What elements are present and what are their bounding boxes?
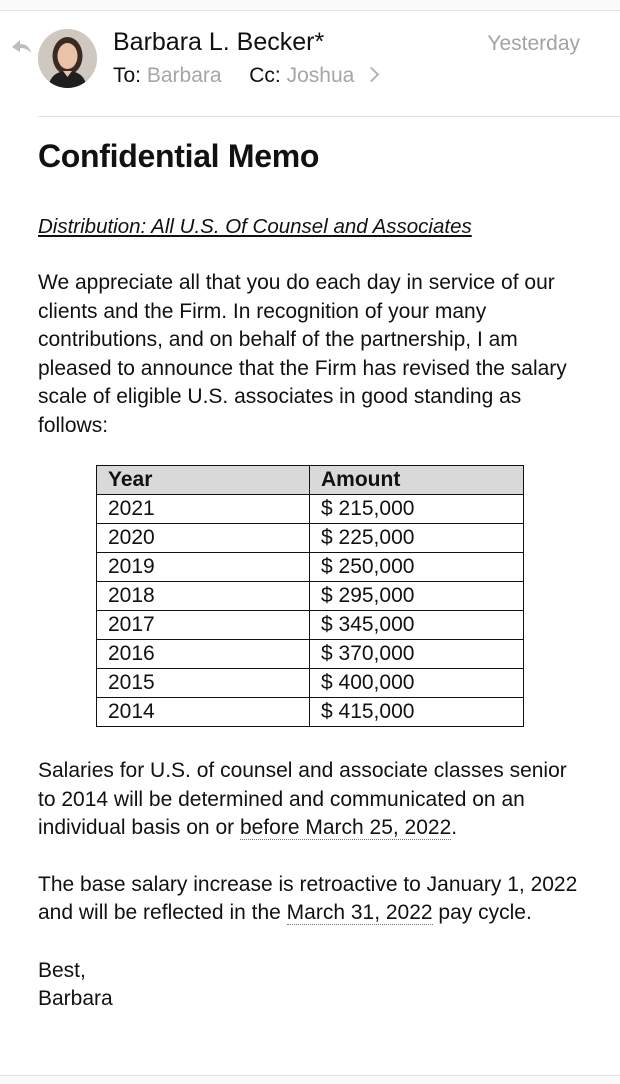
amount-cell: $ 400,000: [310, 669, 524, 698]
table-header-row: [97, 466, 524, 495]
intro-paragraph: We appreciate all that you do each day in service of our clients and the Firm. In recognition of your many contributions, and on behalf of the partnership, I am pleased to announce that the Firm has revised the salary scale of eligible U.S. associates in good standing as follows:: [38, 271, 567, 437]
amount-cell: $ 250,000: [310, 553, 524, 582]
message-date: Yesterday: [487, 32, 580, 55]
cc-recipient[interactable]: Joshua: [286, 64, 355, 87]
senior-classes-paragraph: [38, 757, 578, 843]
paragraph-text: Salaries for U.S. of counsel and associate classes senior to 2014 will be determined and communicated on an individual basis on or: [38, 759, 567, 839]
table-row: [97, 669, 524, 698]
paragraph-text: .: [451, 816, 458, 839]
column-header-amount: Amount: [310, 466, 524, 495]
table-row: [97, 524, 524, 553]
year-cell: 2018: [97, 582, 310, 611]
amount-cell: $ 370,000: [310, 640, 524, 669]
recipients-line[interactable]: [113, 64, 377, 88]
year-cell: 2019: [97, 553, 310, 582]
distribution-line: Distribution: All U.S. Of Counsel and Associates: [38, 215, 472, 238]
salary-table-container: [96, 465, 578, 727]
table-row: [97, 495, 524, 524]
reply-arrow-icon[interactable]: [8, 36, 34, 56]
paragraph-text: The base salary increase is retroactive to January 1, 2022 and will be reflected in the: [38, 872, 578, 924]
amount-cell: $ 225,000: [310, 524, 524, 553]
year-cell: 2017: [97, 611, 310, 640]
salary-table: [96, 465, 524, 727]
table-row: [97, 640, 524, 669]
header-divider: [38, 116, 620, 117]
year-cell: 2016: [97, 640, 310, 669]
cc-label: Cc:: [249, 64, 281, 87]
table-row: [97, 553, 524, 582]
chevron-right-icon[interactable]: [364, 67, 380, 83]
table-row: [97, 698, 524, 727]
column-header-year: Year: [97, 466, 310, 495]
to-label: To:: [113, 64, 142, 87]
table-row: [97, 611, 524, 640]
message-body: [38, 130, 578, 1014]
amount-cell: $ 215,000: [310, 495, 524, 524]
sender-avatar[interactable]: [38, 29, 97, 88]
year-cell: 2021: [97, 495, 310, 524]
person-avatar-icon: [38, 29, 97, 88]
year-cell: 2020: [97, 524, 310, 553]
amount-cell: $ 295,000: [310, 582, 524, 611]
memo-title: Confidential Memo: [38, 138, 320, 174]
amount-cell: $ 415,000: [310, 698, 524, 727]
date-link-march-25[interactable]: before March 25, 2022: [239, 816, 452, 839]
sign-off: [38, 957, 578, 1014]
message-header: [0, 10, 620, 116]
year-cell: 2015: [97, 669, 310, 698]
amount-cell: $ 345,000: [310, 611, 524, 640]
table-row: [97, 582, 524, 611]
paragraph-text: pay cycle.: [432, 901, 532, 924]
retroactive-paragraph: [38, 871, 578, 928]
to-recipient[interactable]: Barbara: [146, 64, 222, 87]
year-cell: 2014: [97, 698, 310, 727]
date-link-march-31[interactable]: March 31, 2022: [286, 901, 433, 924]
sender-name[interactable]: Barbara L. Becker*: [113, 28, 325, 56]
closing-text: Best,: [38, 958, 86, 982]
signature-name: Barbara: [38, 987, 113, 1010]
